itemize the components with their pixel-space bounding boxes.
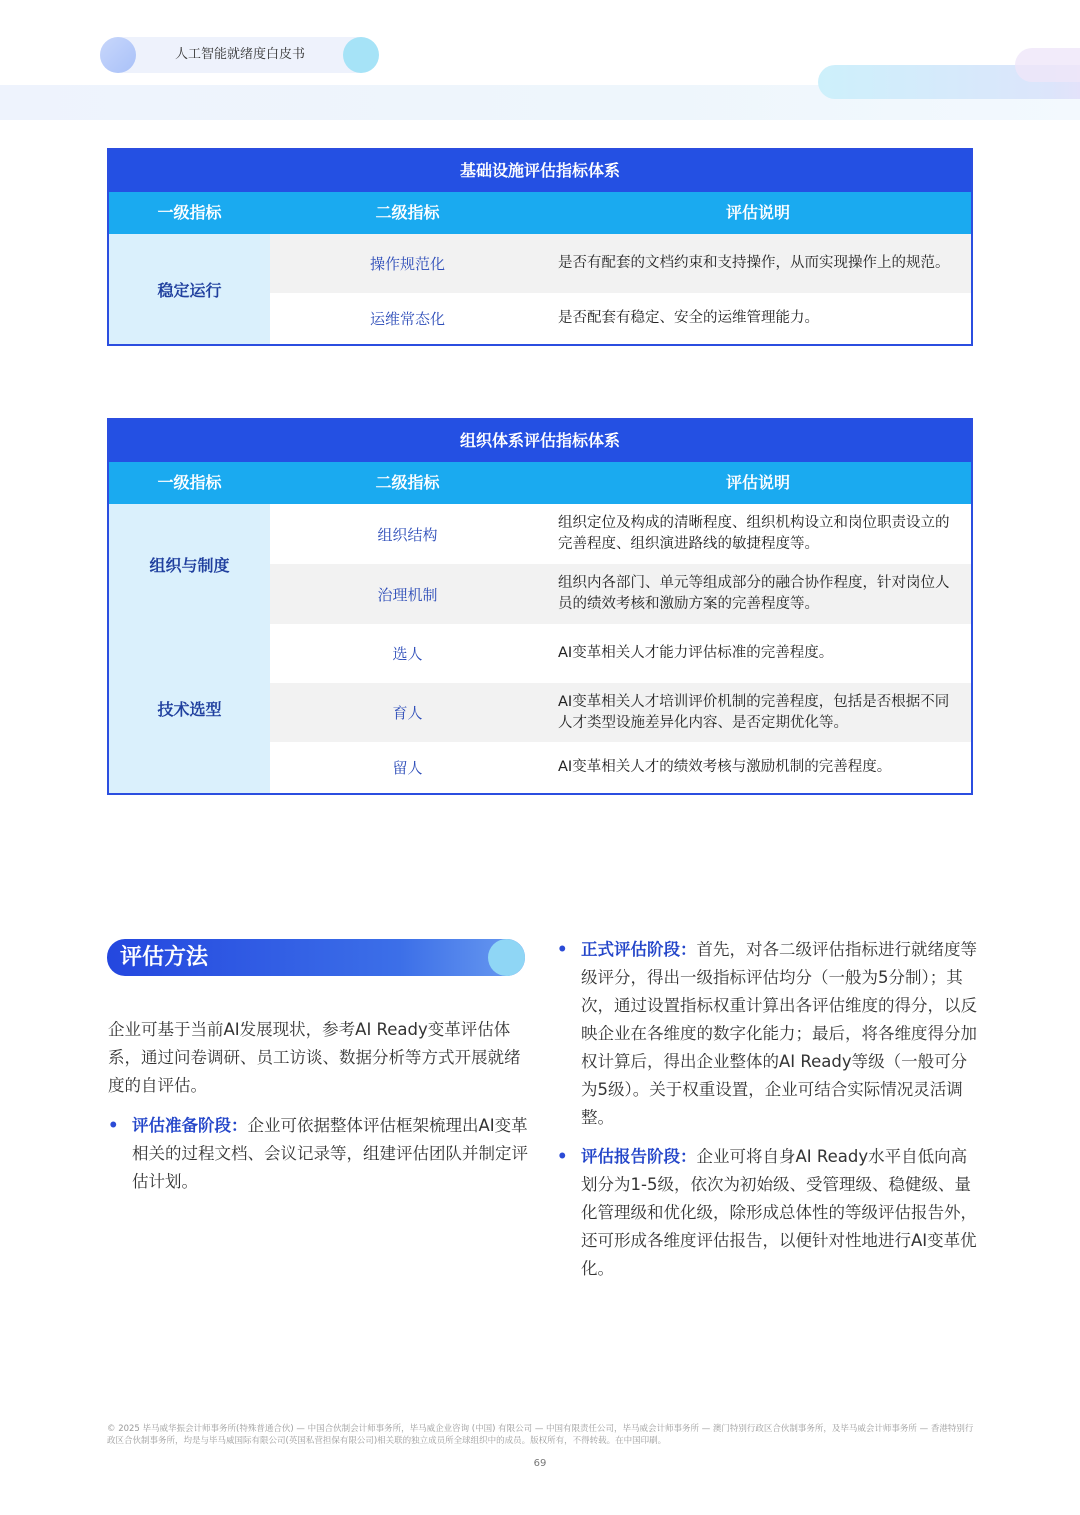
indicator-description: AI变革相关人才能力评估标准的完善程度。 xyxy=(558,645,834,661)
bullet-text: 企业可将自身AI Ready水平自低向高划分为1-5级，依次为初始级、受管理级、稳健级、量化管理级和优化级，除形成总体性的等级评估报告外，还可形成各维度评估报告，以便针对性地进行AI变革优化。 xyxy=(581,1147,977,1278)
page-number: 69 xyxy=(533,1458,547,1469)
bullet-dot-icon: • xyxy=(108,1116,119,1135)
table-row xyxy=(270,234,971,293)
bullet-dot-icon: • xyxy=(557,1147,568,1166)
column-header: 一级指标 xyxy=(157,473,222,492)
header-dot-left xyxy=(100,37,136,73)
table-group xyxy=(109,504,971,624)
group-label: 技术选型 xyxy=(109,624,270,793)
table-group xyxy=(109,624,971,793)
bullet-text: 首先，对各二级评估指标进行就绪度等级评分，得出一级指标评估均分（一般为5分制）；其次，通过设置指标权重计算出各评估维度的得分，以反映企业在各维度的数字化能力；最后，将各维度得分加权计算后，得出企业整体的AI Ready等级（一般可分为5级）。关于权重设置，企业可结合实际情况灵活调整。 xyxy=(581,940,977,1127)
sub-indicator: 育人 xyxy=(392,704,423,722)
column-header: 二级指标 xyxy=(375,473,440,492)
sub-indicator: 运维常态化 xyxy=(369,310,445,328)
column-header: 评估说明 xyxy=(725,203,790,222)
table-title: 组织体系评估指标体系 xyxy=(109,420,971,462)
bullet-item xyxy=(557,936,982,1132)
group-label: 组织与制度 xyxy=(109,504,270,624)
bullet-lead: 评估报告阶段： xyxy=(581,1147,697,1166)
indicator-description: AI变革相关人才培训评价机制的完善程度，包括是否根据不同人才类型设施差异化内容、是否定期优化等。 xyxy=(558,693,950,731)
table-row xyxy=(270,624,971,683)
table-title: 基础设施评估指标体系 xyxy=(109,150,971,192)
section-title: 评估方法 xyxy=(120,945,209,970)
bullet-text: 企业可依据整体评估框架梳理出AI变革相关的过程文档、会议记录等，组建评估团队并制定评估计划。 xyxy=(132,1116,528,1191)
sub-indicator: 留人 xyxy=(392,759,423,777)
bullet-lead: 评估准备阶段： xyxy=(132,1116,248,1135)
column-header: 二级指标 xyxy=(375,203,440,222)
infra-table xyxy=(107,148,973,346)
table-row xyxy=(270,683,971,742)
indicator-description: AI变革相关人才的绩效考核与激励机制的完善程度。 xyxy=(558,759,892,775)
column-header: 评估说明 xyxy=(725,473,790,492)
section-title-cap xyxy=(488,939,525,976)
bullet-item xyxy=(557,1143,982,1283)
document-title: 人工智能就绪度白皮书 xyxy=(174,47,305,62)
header-dot-right xyxy=(343,37,379,73)
header-decoration-pill-small xyxy=(1015,48,1080,82)
indicator-description: 是否配套有稳定、安全的运维管理能力。 xyxy=(558,310,819,326)
indicator-description: 是否有配套的文档约束和支持操作，从而实现操作上的规范。 xyxy=(558,255,950,271)
sub-indicator: 操作规范化 xyxy=(369,255,445,273)
group-label: 稳定运行 xyxy=(109,234,270,344)
bullet-dot-icon: • xyxy=(557,940,568,959)
copyright-note: © 2025 毕马威华振会计师事务所(特殊普通合伙) — 中国合伙制会计师事务所，毕马威企业咨询 (中国) 有限公司 — 中国有限责任公司，毕马威会计师事务所 — 澳门特别行政区合伙制事务所，及毕马威会计师事务所 — 香港特别行政区合伙制事务所，均是与毕马威国际有限公司(英国私营担保有限公司)相关联的独立成员所全球组织中的成员。版权所有，不得转载。在中国印刷。 xyxy=(107,1424,974,1446)
table-row xyxy=(270,293,971,344)
table-group xyxy=(109,234,971,344)
bullet-lead: 正式评估阶段： xyxy=(581,940,697,959)
table-header-row xyxy=(109,462,971,504)
bullet-item xyxy=(108,1112,528,1196)
table-header-row xyxy=(109,192,971,234)
org-table xyxy=(107,418,973,795)
table-row xyxy=(270,564,971,624)
table-row xyxy=(270,742,971,793)
method-intro: 企业可基于当前AI发展现状，参考AI Ready变革评估体系，通过问卷调研、员工访谈、数据分析等方式开展就绪度的自评估。 xyxy=(108,1020,521,1095)
sub-indicator: 组织结构 xyxy=(377,525,438,544)
sub-indicator: 选人 xyxy=(392,645,423,663)
indicator-description: 组织内各部门、单元等组成部分的融合协作程度，针对岗位人员的绩效考核和激励方案的完善程度等。 xyxy=(558,575,950,612)
column-header: 一级指标 xyxy=(157,203,222,222)
table-row xyxy=(270,504,971,564)
sub-indicator: 治理机制 xyxy=(377,585,438,604)
indicator-description: 组织定位及构成的清晰程度、组织机构设立和岗位职责设立的完善程度、组织演进路线的敏捷程度等。 xyxy=(558,515,950,552)
